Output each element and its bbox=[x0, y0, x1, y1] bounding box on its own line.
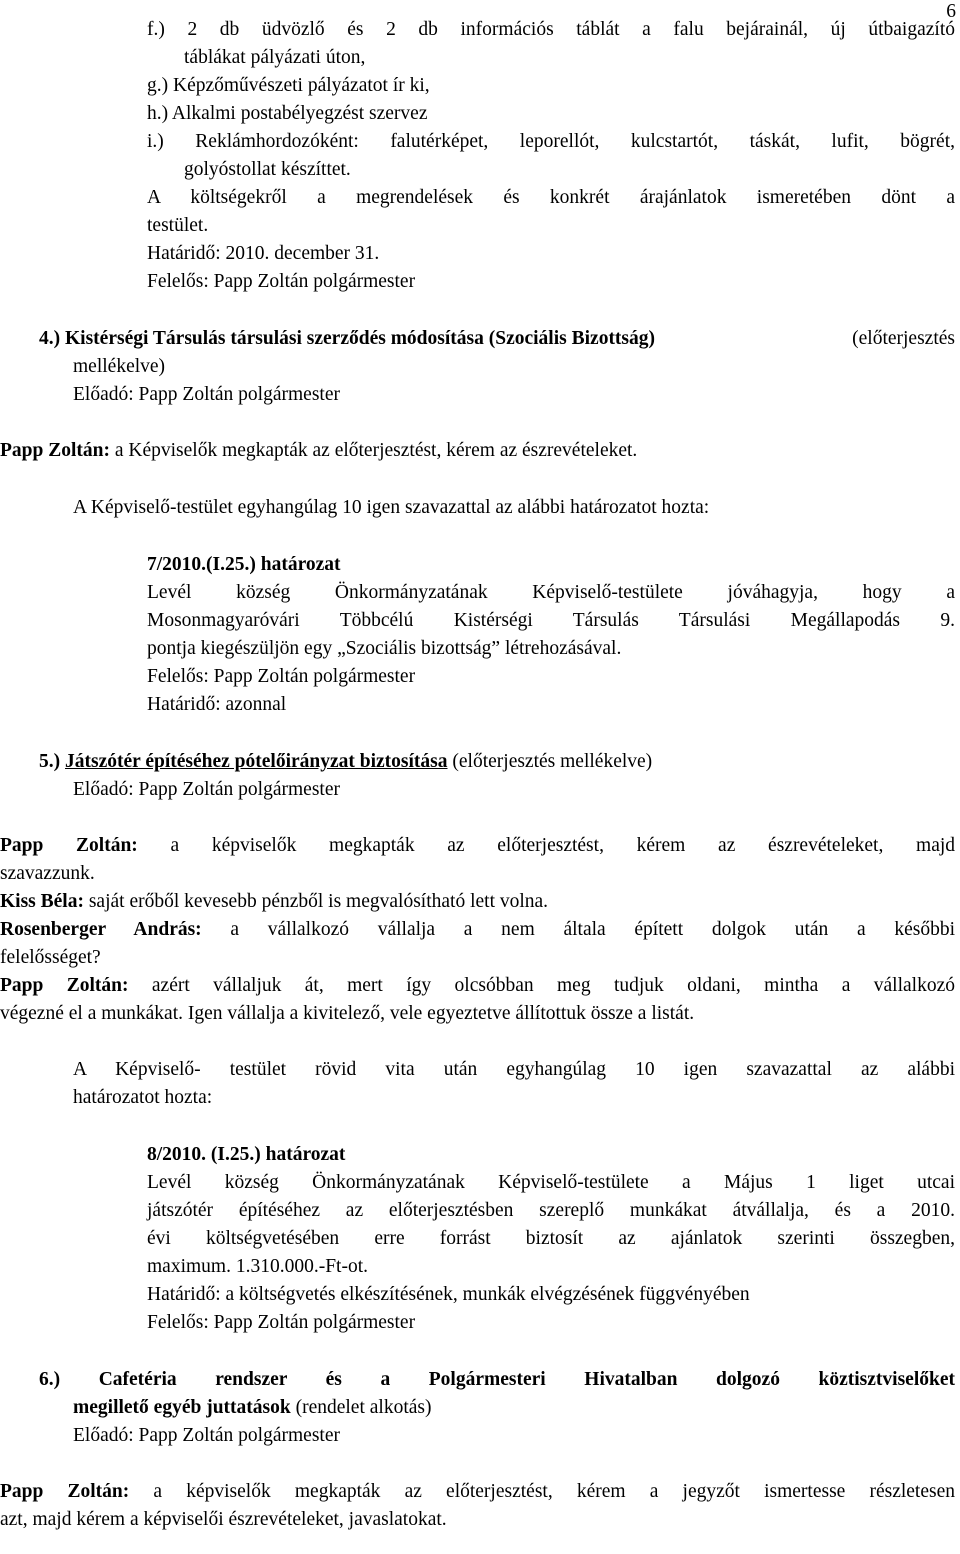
item5-number: 5.) bbox=[39, 751, 61, 772]
resolution-7-line3: pontja kiegészüljön egy „Szociális bizottság” létrehozásával. bbox=[147, 638, 622, 659]
resolution-7-responsible: Felelős: Papp Zoltán polgármester bbox=[147, 666, 416, 687]
resolution-7-number: 7/2010.(I.25.) határozat bbox=[147, 554, 341, 575]
item6-heading-line1 bbox=[39, 1366, 955, 1394]
item5-vote-line2: határozatot hozta: bbox=[73, 1087, 213, 1108]
speech-text: a képviselők megkapták az előterjesztést, kérem az észrevételeket, majd bbox=[170, 835, 956, 856]
item5-speech3-line1 bbox=[0, 916, 955, 944]
item4-heading bbox=[39, 325, 955, 353]
item5-speech2 bbox=[0, 888, 548, 916]
item6-speech-line1 bbox=[0, 1478, 955, 1506]
list-item-g: g.) Képzőművészeti pályázatot ír ki, bbox=[147, 75, 430, 96]
speaker-name: Papp Zoltán: bbox=[0, 440, 110, 461]
list-item-h: h.) Alkalmi postabélyegzést szervez bbox=[147, 103, 428, 124]
speech-text: a Képviselők megkapták az előterjesztést, kérem az észrevételeket. bbox=[114, 440, 638, 461]
item4-suffix-line2: mellékelve) bbox=[73, 356, 166, 377]
list-item-f-line1: f.) 2 db üdvözlő és 2 db információs táblát a falu bejárainál, új útbaigazító bbox=[147, 19, 955, 40]
list-item-i-line1: i.) Reklámhordozóként: falutérképet, leporellót, kulcstartót, táskát, lufit, bögrét, bbox=[147, 131, 955, 152]
resolution-7-line1: Levél község Önkormányzatának Képviselő-testülete jóváhagyja, hogy a bbox=[147, 582, 955, 603]
item4-speech bbox=[0, 437, 637, 465]
speech-text: azért vállaljuk át, mert így olcsóbban meg tudjuk oldani, mintha a vállalkozó bbox=[151, 975, 955, 996]
item4-presenter: Előadó: Papp Zoltán polgármester bbox=[73, 384, 340, 405]
resolution-8-line1: Levél község Önkormányzatának Képviselő-testülete a Május 1 liget utcai bbox=[147, 1172, 955, 1193]
resolution-8-line3: évi költségvetésében erre forrást biztosít az ajánlatok szerinti összegben, bbox=[147, 1228, 955, 1249]
item5-title: Játszótér építéséhez pótelőirányzat biztosítása bbox=[65, 751, 448, 772]
item5-suffix: (előterjesztés mellékelve) bbox=[452, 751, 653, 772]
item5-vote-line1: A Képviselő- testület rövid vita után egyhangúlag 10 igen szavazattal az alábbi bbox=[73, 1059, 955, 1080]
item5-speech4-line2: végezné el a munkákat. Igen vállalja a kivitelező, vele egyeztetve állítottuk össze a listát. bbox=[0, 1003, 695, 1024]
item6-suffix: (rendelet alkotás) bbox=[295, 1397, 432, 1418]
item5-speech4-line1 bbox=[0, 972, 955, 1000]
cost-note-line2: testület. bbox=[147, 215, 209, 236]
speaker-name: Kiss Béla: bbox=[0, 891, 84, 912]
item4-number: 4.) bbox=[39, 328, 61, 349]
resolution-8-line4: maximum. 1.310.000.-Ft-ot. bbox=[147, 1256, 368, 1277]
item4-vote: A Képviselő-testület egyhangúlag 10 igen szavazattal az alábbi határozatot hozta: bbox=[73, 497, 710, 518]
speech-text: a képviselők megkapták az előterjesztést, kérem a jegyzőt ismertesse részletesen bbox=[153, 1481, 955, 1502]
speaker-name: Papp Zoltán: bbox=[0, 975, 129, 996]
page-number: 6 bbox=[946, 1, 956, 22]
item4-suffix-line1: (előterjesztés bbox=[852, 328, 955, 349]
speaker-name: Papp Zoltán: bbox=[0, 835, 138, 856]
item5-speech1-line2: szavazzunk. bbox=[0, 863, 95, 884]
list-item-i-line2: golyóstollat készíttet. bbox=[184, 159, 351, 180]
item6-heading-line2 bbox=[73, 1394, 431, 1422]
responsible-1: Felelős: Papp Zoltán polgármester bbox=[147, 271, 416, 292]
item6-title-line2: megillető egyéb juttatások bbox=[73, 1397, 291, 1418]
item5-heading bbox=[39, 748, 652, 776]
speaker-name: Papp Zoltán: bbox=[0, 1481, 130, 1502]
speaker-name: Rosenberger András: bbox=[0, 919, 202, 940]
speech-text: saját erőből kevesebb pénzből is megvalósítható lett volna. bbox=[88, 891, 549, 912]
cost-note-line1: A költségekről a megrendelések és konkrét árajánlatok ismeretében dönt a bbox=[147, 187, 955, 208]
item6-number: 6.) bbox=[39, 1369, 61, 1390]
resolution-8-deadline: Határidő: a költségvetés elkészítésének, munkák elvégzésének függvényében bbox=[147, 1284, 750, 1305]
list-item-f-line2: táblákat pályázati úton, bbox=[184, 47, 366, 68]
item6-presenter: Előadó: Papp Zoltán polgármester bbox=[73, 1425, 340, 1446]
item5-speech1-line1 bbox=[0, 832, 955, 860]
resolution-7-line2: Mosonmagyaróvári Többcélú Kistérségi Társulás Társulási Megállapodás 9. bbox=[147, 610, 955, 631]
deadline-1: Határidő: 2010. december 31. bbox=[147, 243, 380, 264]
item5-presenter: Előadó: Papp Zoltán polgármester bbox=[73, 779, 340, 800]
item6-title-line1: Cafetéria rendszer és a Polgármesteri Hivatalban dolgozó köztisztviselőket bbox=[98, 1369, 955, 1390]
item5-speech3-line2: felelősséget? bbox=[0, 947, 101, 968]
resolution-7-deadline: Határidő: azonnal bbox=[147, 694, 287, 715]
resolution-8-number: 8/2010. (I.25.) határozat bbox=[147, 1144, 346, 1165]
resolution-8-line2: játszótér építéséhez az előterjesztésben szereplő munkákat átvállalja, és a 2010. bbox=[147, 1200, 955, 1221]
resolution-8-responsible: Felelős: Papp Zoltán polgármester bbox=[147, 1312, 416, 1333]
speech-text: a vállalkozó vállalja a nem általa épített dolgok után a későbbi bbox=[230, 919, 956, 940]
item4-title: Kistérségi Társulás társulási szerződés módosítása (Szociális Bizottság) bbox=[65, 328, 656, 349]
item6-speech-line2: azt, majd kérem a képviselői észrevételeket, javaslatokat. bbox=[0, 1509, 447, 1530]
